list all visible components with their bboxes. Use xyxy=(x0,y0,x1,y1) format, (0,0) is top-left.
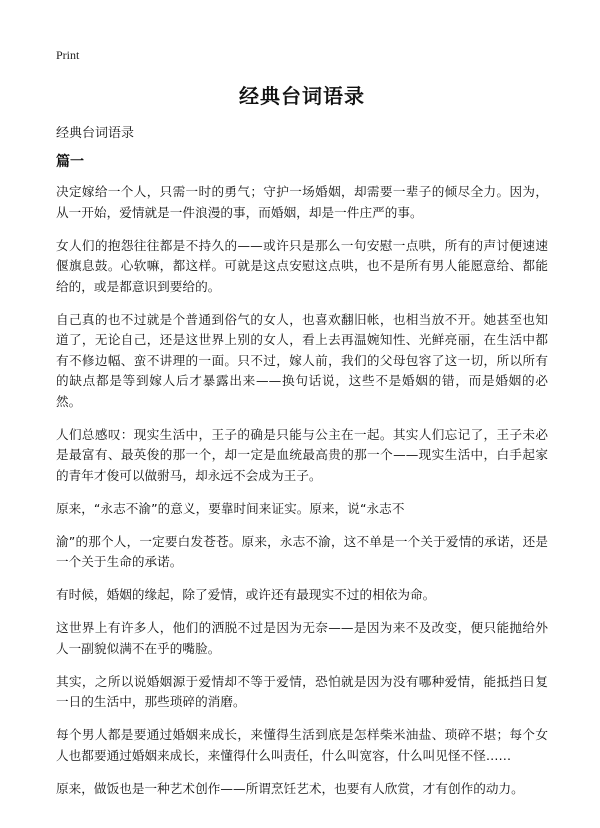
paragraph: 人们总感叹：现实生活中，王子的确是只能与公主在一起。其实人们忘记了，王子未必是最富有、最英俊的那一个，却一定是血统最高贵的那一个——现实生活中，白手起家的青年才俊可以做驸马，却永远不会成为王子。 xyxy=(56,426,548,483)
paragraph: 每个男人都是要通过婚姻来成长，来懂得生活到底是怎样柴米油盐、琐碎不堪；每个女人也都要通过婚姻来成长，来懂得什么叫责任，什么叫宽容，什么叫见怪不怪…… xyxy=(56,727,548,763)
paragraph: 原来，“永志不渝”的意义，要靠时间来证实。原来，说“永志不 xyxy=(56,500,405,516)
document-body xyxy=(56,182,548,812)
document-title: 经典台词语录 xyxy=(239,84,365,108)
paragraph: 有时候，婚姻的缘起，除了爱情，或许还有最现实不过的相依为命。 xyxy=(56,587,436,602)
paragraph: 决定嫁给一个人，只需一时的勇气；守护一场婚姻，却需要一辈子的倾尽全力。因为，从一开始，爱情就是一件浪漫的事，而婚姻，却是一件庄严的事。 xyxy=(56,184,548,220)
paragraph: 原来，做饭也是一种艺术创作——所谓烹饪艺术，也要有人欣赏，才有创作的动力。 xyxy=(56,780,524,796)
section-heading: 篇一 xyxy=(56,154,84,170)
paragraph: 自己真的也不过就是个普通到俗气的女人，也喜欢翻旧帐，也相当放不开。她甚至也知道了，无论自己，还是这世界上别的女人，看上去再温婉知性、光鲜亮丽，在生活中都有不修边幅、蛮不讲理的一面。只不过，嫁人前，我们的父母包容了这一切，所以所有的缺点都是等到嫁人后才暴露出来——换句话说，这些不是婚姻的错，而是婚姻的必然。 xyxy=(56,311,548,409)
document-subtitle: 经典台词语录 xyxy=(56,126,135,141)
print-label: Print xyxy=(56,48,80,62)
paragraph: 其实，之所以说婚姻源于爱情却不等于爱情，恐怕就是因为没有哪种爱情，能抵挡日复一日的生活中，那些琐碎的消磨。 xyxy=(56,673,548,709)
paragraph: 这世界上有许多人，他们的洒脱不过是因为无奈——是因为来不及改变，便只能抛给外人一副貌似满不在乎的嘴脸。 xyxy=(56,620,548,656)
paragraph: 渝”的那个人，一定要白发苍苍。原来，永志不渝，这不单是一个关于爱情的承诺，还是一个关于生命的承诺。 xyxy=(56,533,548,569)
paragraph: 女人们的抱怨往往都是不持久的——或许只是那么一句安慰一点哄，所有的声讨便速速偃旗息鼓。心软嘛，都这样。可就是这点安慰这点哄，也不是所有男人能愿意给、都能给的，或是都意识到要给的。 xyxy=(56,237,548,294)
